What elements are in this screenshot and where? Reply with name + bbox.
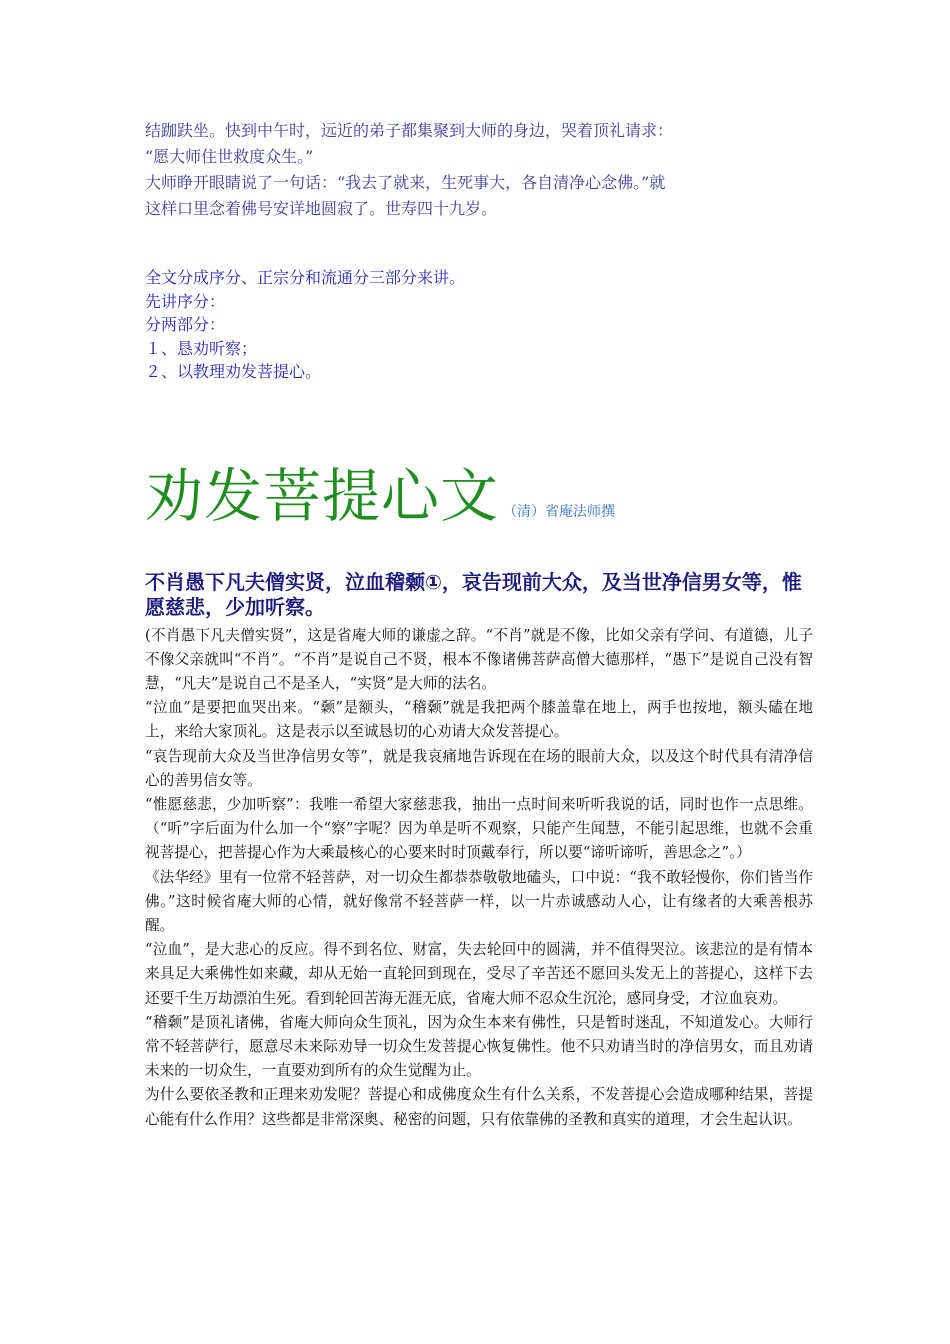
intro-line: 大师睁开眼睛说了一句话：“我去了就来，生死事大，各自清净心念佛。”就	[145, 173, 666, 192]
document-page	[145, 118, 815, 1132]
intro-line: 结跏趺坐。快到中午时，远近的弟子都集聚到大师的身边，哭着顶礼请求：	[145, 121, 674, 140]
outline-line: 分两部分：	[145, 315, 226, 334]
body-paragraph: “惟愿慈悲，少加听察”：我唯一希望大家慈悲我，抽出一点时间来听听我说的话，同时也作一点思维。（“听”字后面为什么加一个“察”字呢？因为单是听不观察，只能产生闻慧，不能引起思维，也就不会重视菩提心，把菩提心作为大乘最核心的心要来时时顶戴奉行，所以要“谛听谛听，善思念之”。）	[145, 795, 813, 862]
title-row	[145, 456, 815, 552]
body-paragraph: “哀告现前大众及当世净信男女等”，就是我哀痛地告诉现在在场的眼前大众，以及这个时代具有清净信心的善男信女等。	[145, 747, 813, 789]
outline-section	[145, 266, 815, 384]
body-paragraph: 为什么要依圣教和正理来劝发呢？菩提心和成佛度众生有什么关系，不发菩提心会造成哪种结果，菩提心能有什么作用？这些都是非常深奥、秘密的问题，只有依靠佛的圣教和真实的道理，才会生起认识。	[145, 1086, 813, 1128]
intro-section	[145, 118, 815, 222]
outline-line: 先讲序分：	[145, 291, 226, 311]
body-paragraph: 《法华经》里有一位常不轻菩萨，对一切众生都恭恭敬敬地磕头，口中说：“我不敢轻慢你，你们皆当作佛。”这时候省庵大师的心情，就好像常不轻菩萨一样，以一片赤诚感动人心，让有缘者的大乘善根苏醒。	[145, 868, 813, 934]
body-paragraph: (不肖愚下凡夫僧实贤”，这是省庵大师的谦虚之辞。“不肖”就是不像，比如父亲有学问、有道德，儿子不像父亲就叫“不肖”。“不肖”是说自己不贤，根本不像诸佛菩萨高僧大德那样，“愚下”是说自己没有智慧，“凡夫”是说自己不是圣人，“实贤”是大师的法名。	[145, 626, 813, 692]
outline-line: 全文分成序分、正宗分和流通分三部分来讲。	[145, 268, 466, 287]
author-byline: （清）省庵法师撰	[503, 503, 616, 520]
body-paragraph: “泣血”是要把血哭出来。“颡”是额头，“稽颡”就是我把两个膝盖靠在地上，两手也按地，额头磕在地上，来给大家顶礼。这是表示以至诚恳切的心劝请大众发菩提心。	[145, 699, 813, 741]
section-heading: 不肖愚下凡夫僧实贤，泣血稽颡①，哀告现前大众，及当世净信男女等，惟愿慈悲，少加听察。	[145, 569, 802, 619]
body-text	[145, 624, 813, 1132]
outline-line: ２、以教理劝发菩提心。	[145, 362, 322, 381]
intro-line: 这样口里念着佛号安详地圆寂了。世寿四十九岁。	[145, 199, 498, 218]
intro-line: “愿大师住世救度众生。”	[145, 147, 314, 166]
document-title: 劝发菩提心文	[145, 461, 500, 530]
body-paragraph: “稽颡”是顶礼诸佛，省庵大师向众生顶礼，因为众生本来有佛性，只是暂时迷乱，不知道发心。大师行常不轻菩萨行，愿意尽未来际劝导一切众生发菩提心恢复佛性。他不只劝请当时的净信男女，而且劝请未来的一切众生，一直要劝到所有的众生觉醒为止。	[145, 1013, 813, 1080]
outline-line: １、恳劝听察；	[145, 338, 258, 358]
body-paragraph: “泣血”，是大悲心的反应。得不到名位、财富，失去轮回中的圆满，并不值得哭泣。该悲泣的是有情本来具足大乘佛性如来藏，却从无始一直轮回到现在，受尽了辛苦还不愿回头发无上的菩提心，这样下去还要千生万劫漂泊生死。看到轮回苦海无涯无底，省庵大师不忍众生沉沦，感同身受，才泣血哀劝。	[145, 941, 813, 1007]
